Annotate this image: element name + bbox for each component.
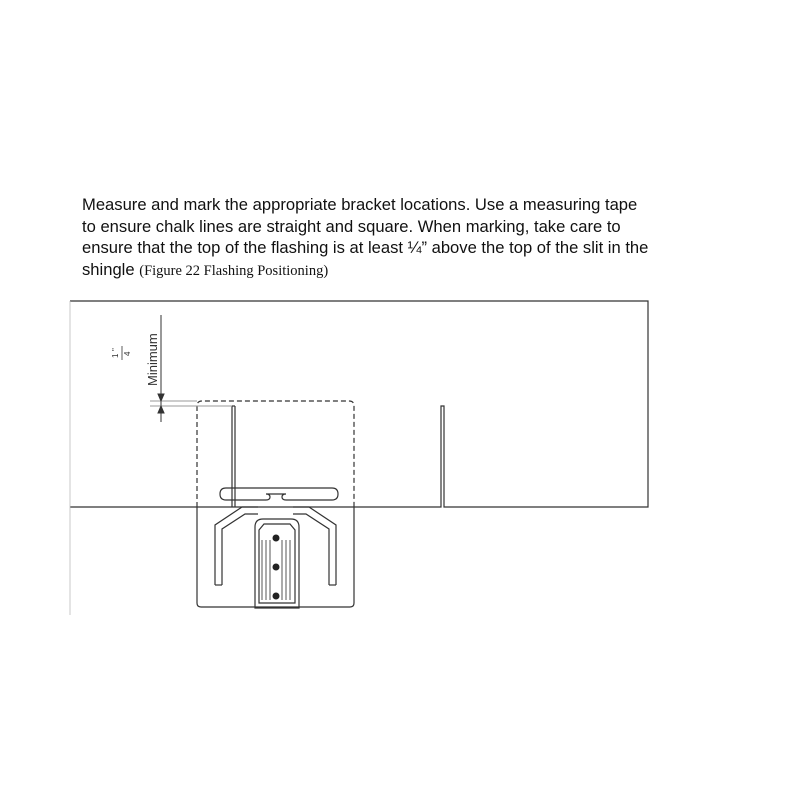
dimension-label: Minimum: [145, 333, 160, 386]
dimension-denominator: 4: [123, 351, 132, 356]
bolt-hole-icon: [273, 535, 280, 542]
figure-caption-close: ): [323, 262, 329, 279]
dimension-numerator: 1: [111, 353, 120, 358]
dimension-fraction: [111, 346, 132, 360]
dimension-unit: ": [111, 348, 120, 351]
instruction-line-4: shingle: [82, 259, 135, 279]
minimum-dimension-callout: [150, 315, 232, 422]
instruction-line-1: Measure and mark the appropriate bracket locations. Use a measuring tape: [82, 195, 638, 214]
flashing-guide-ridge: [220, 488, 338, 500]
figure-caption: Figure 22 Flashing Positioning: [144, 262, 324, 279]
instruction-line-3: ensure that the top of the flashing is at least ¼” above the top of the slit in the: [82, 238, 649, 257]
figure-caption-open: (: [139, 262, 145, 279]
upper-shingle-outline: [70, 301, 648, 507]
mounting-bolt-holes: [273, 535, 280, 600]
bolt-hole-icon: [273, 593, 280, 600]
instruction-line-2: to ensure chalk lines are straight and square. When marking, take care to: [82, 216, 621, 236]
bolt-hole-icon: [273, 564, 280, 571]
